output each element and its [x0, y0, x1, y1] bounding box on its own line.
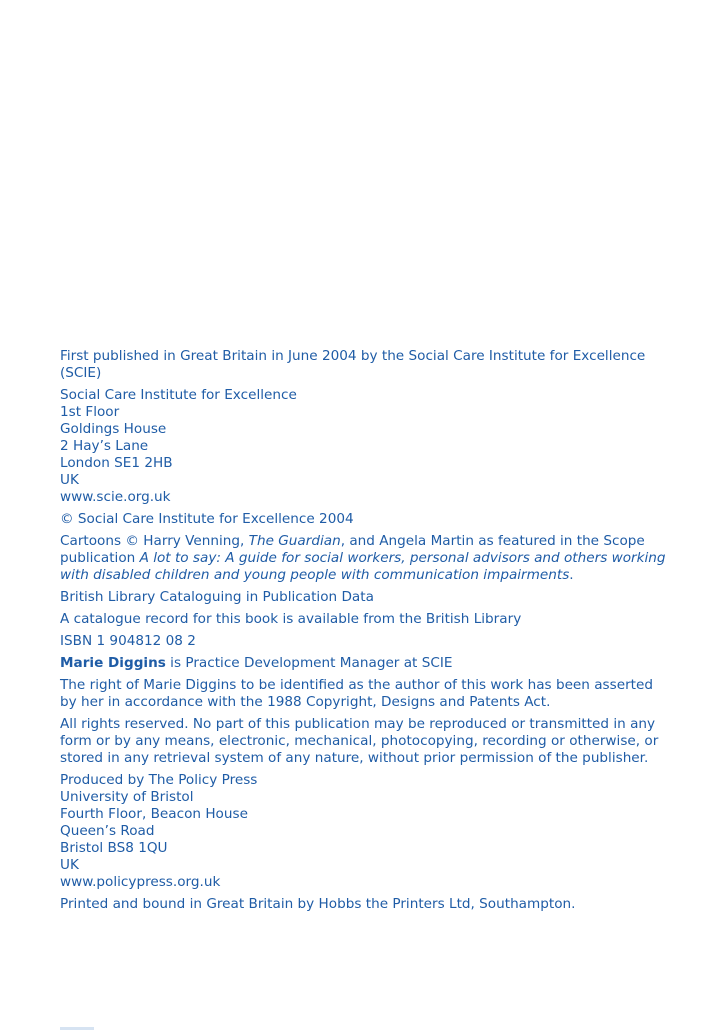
- author-role: is Practice Development Manager at SCIE: [165, 655, 453, 671]
- publisher-floor: 1st Floor: [60, 404, 120, 420]
- producer-institution: University of Bristol: [60, 789, 194, 805]
- rights-reserved-statement: All rights reserved. No part of this publication may be reproduced or transmitted in any form or by any means, electronic, mechanical, photocopying, recording or otherwise, or stored in any retrieval system of any nature, without prior permission of the publisher.: [60, 716, 659, 766]
- publisher-street: 2 Hay’s Lane: [60, 438, 149, 454]
- copyright-statement: © Social Care Institute for Excellence 2004: [60, 511, 354, 527]
- producer-country: UK: [60, 857, 79, 873]
- moral-right-statement: The right of Marie Diggins to be identified as the author of this work has been asserted by her in accordance with the 1988 Copyright, Designs and Patents Act.: [60, 677, 654, 710]
- publisher-website: www.scie.org.uk: [60, 489, 171, 505]
- isbn: ISBN 1 904812 08 2: [60, 633, 196, 649]
- cartoons-credit-prefix: Cartoons © Harry Venning,: [60, 533, 249, 549]
- producer-street: Queen’s Road: [60, 823, 155, 839]
- publisher-country: UK: [60, 472, 79, 488]
- producer-address: [60, 772, 670, 891]
- cartoons-credit: [60, 533, 670, 584]
- imprint-page: [60, 348, 670, 918]
- producer-city-postcode: Bristol BS8 1QU: [60, 840, 168, 856]
- publisher-building: Goldings House: [60, 421, 167, 437]
- producer-building: Fourth Floor, Beacon House: [60, 806, 248, 822]
- first-published-statement: First published in Great Britain in June 2004 by the Social Care Institute for Excellence (SCIE): [60, 348, 646, 381]
- cataloguing-heading: British Library Cataloguing in Publication Data: [60, 589, 374, 605]
- producer-website: www.policypress.org.uk: [60, 874, 221, 890]
- catalogue-record-statement: A catalogue record for this book is available from the British Library: [60, 611, 522, 627]
- author-name: Marie Diggins: [60, 655, 166, 671]
- author-statement: [60, 655, 670, 672]
- newspaper-title: The Guardian: [248, 533, 341, 549]
- publisher-name: Social Care Institute for Excellence: [60, 387, 297, 403]
- scope-book-title: A lot to say: A guide for social workers, personal advisors and others working with disabled children and young people with communication impairments: [60, 550, 666, 583]
- cartoons-credit-suffix: .: [569, 567, 574, 583]
- producer-name: Produced by The Policy Press: [60, 772, 258, 788]
- publisher-city-postcode: London SE1 2HB: [60, 455, 173, 471]
- printer-statement: Printed and bound in Great Britain by Hobbs the Printers Ltd, Southampton.: [60, 896, 576, 912]
- cartoons-credit-middle: , and Angela Martin as featured in the Scope publication: [60, 533, 645, 566]
- publisher-address: [60, 387, 670, 506]
